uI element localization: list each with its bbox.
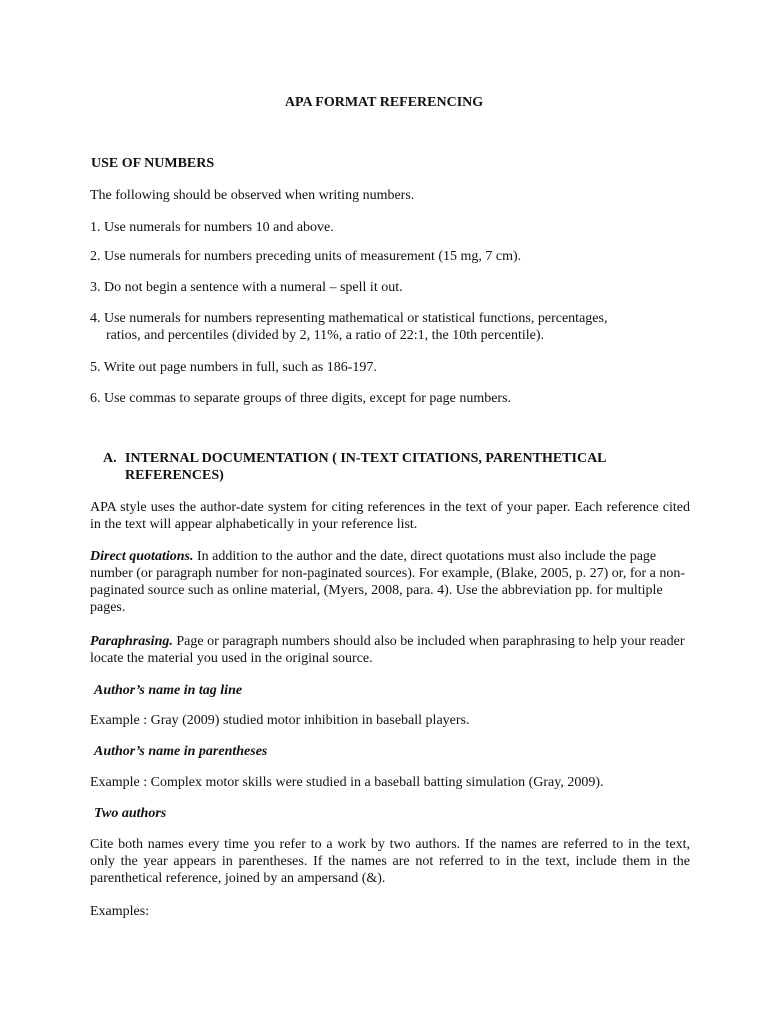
paraphrasing-label: Paraphrasing. [90,634,173,649]
numbers-item-2: 2. Use numerals for numbers preceding units of measurement (15 mg, 7 cm). [90,249,522,264]
parentheses-example: Example : Complex motor skills were studied in a baseball batting simulation (Gray, 2009). [90,775,604,790]
section-a-heading-line1: INTERNAL DOCUMENTATION ( IN-TEXT CITATIONS, PARENTHETICAL [125,451,607,466]
direct-quotations-label: Direct quotations. [90,549,194,564]
section-a-label: A. [103,451,117,466]
two-authors-heading: Two authors [94,806,167,821]
numbers-item-4: 4. Use numerals for numbers representing mathematical or statistical functions, percentages, [90,311,608,326]
numbers-item-6: 6. Use commas to separate groups of three digits, except for page numbers. [90,391,512,406]
numbers-intro: The following should be observed when writing numbers. [90,188,415,203]
examples-label: Examples: [90,904,150,919]
paraphrasing-paragraph [90,633,690,667]
section-a-intro: APA style uses the author-date system for citing references in the text of your paper. Each reference cited in the text will appear alphabetically in your reference list. [90,500,690,532]
tagline-example: Example : Gray (2009) studied motor inhibition in baseball players. [90,713,470,728]
page-title: APA FORMAT REFERENCING [284,95,484,110]
numbers-heading: USE OF NUMBERS [91,156,215,171]
numbers-item-3: 3. Do not begin a sentence with a numeral – spell it out. [90,280,403,295]
tagline-heading: Author’s name in tag line [94,683,243,698]
two-authors-text: Cite both names every time you refer to a work by two authors. If the names are referred to in the text, only the year appears in parentheses. If the names are not referred to in the text, include them in the parenthetical reference, joined by an ampersand (&). [90,837,690,886]
section-a-heading-line2: REFERENCES) [125,468,224,483]
numbers-item-5: 5. Write out page numbers in full, such as 186-197. [90,360,377,375]
direct-quotations-paragraph [90,548,690,616]
numbers-item-4-cont: ratios, and percentiles (divided by 2, 11%, a ratio of 22:1, the 10th percentile). [106,328,545,343]
parentheses-heading: Author’s name in parentheses [94,744,268,759]
numbers-item-1: 1. Use numerals for numbers 10 and above. [90,220,334,235]
paraphrasing-text: Page or paragraph numbers should also be included when paraphrasing to help your reader locate the material you used in the original source. [90,634,685,666]
direct-quotations-text: In addition to the author and the date, direct quotations must also include the page number (or paragraph number for non-paginated sources). For example, (Blake, 2005, p. 27) or, for a non-paginated source such as online material, (Myers, 2008, para. 4). Use the abbreviation pp. for multiple pages. [90,549,686,615]
